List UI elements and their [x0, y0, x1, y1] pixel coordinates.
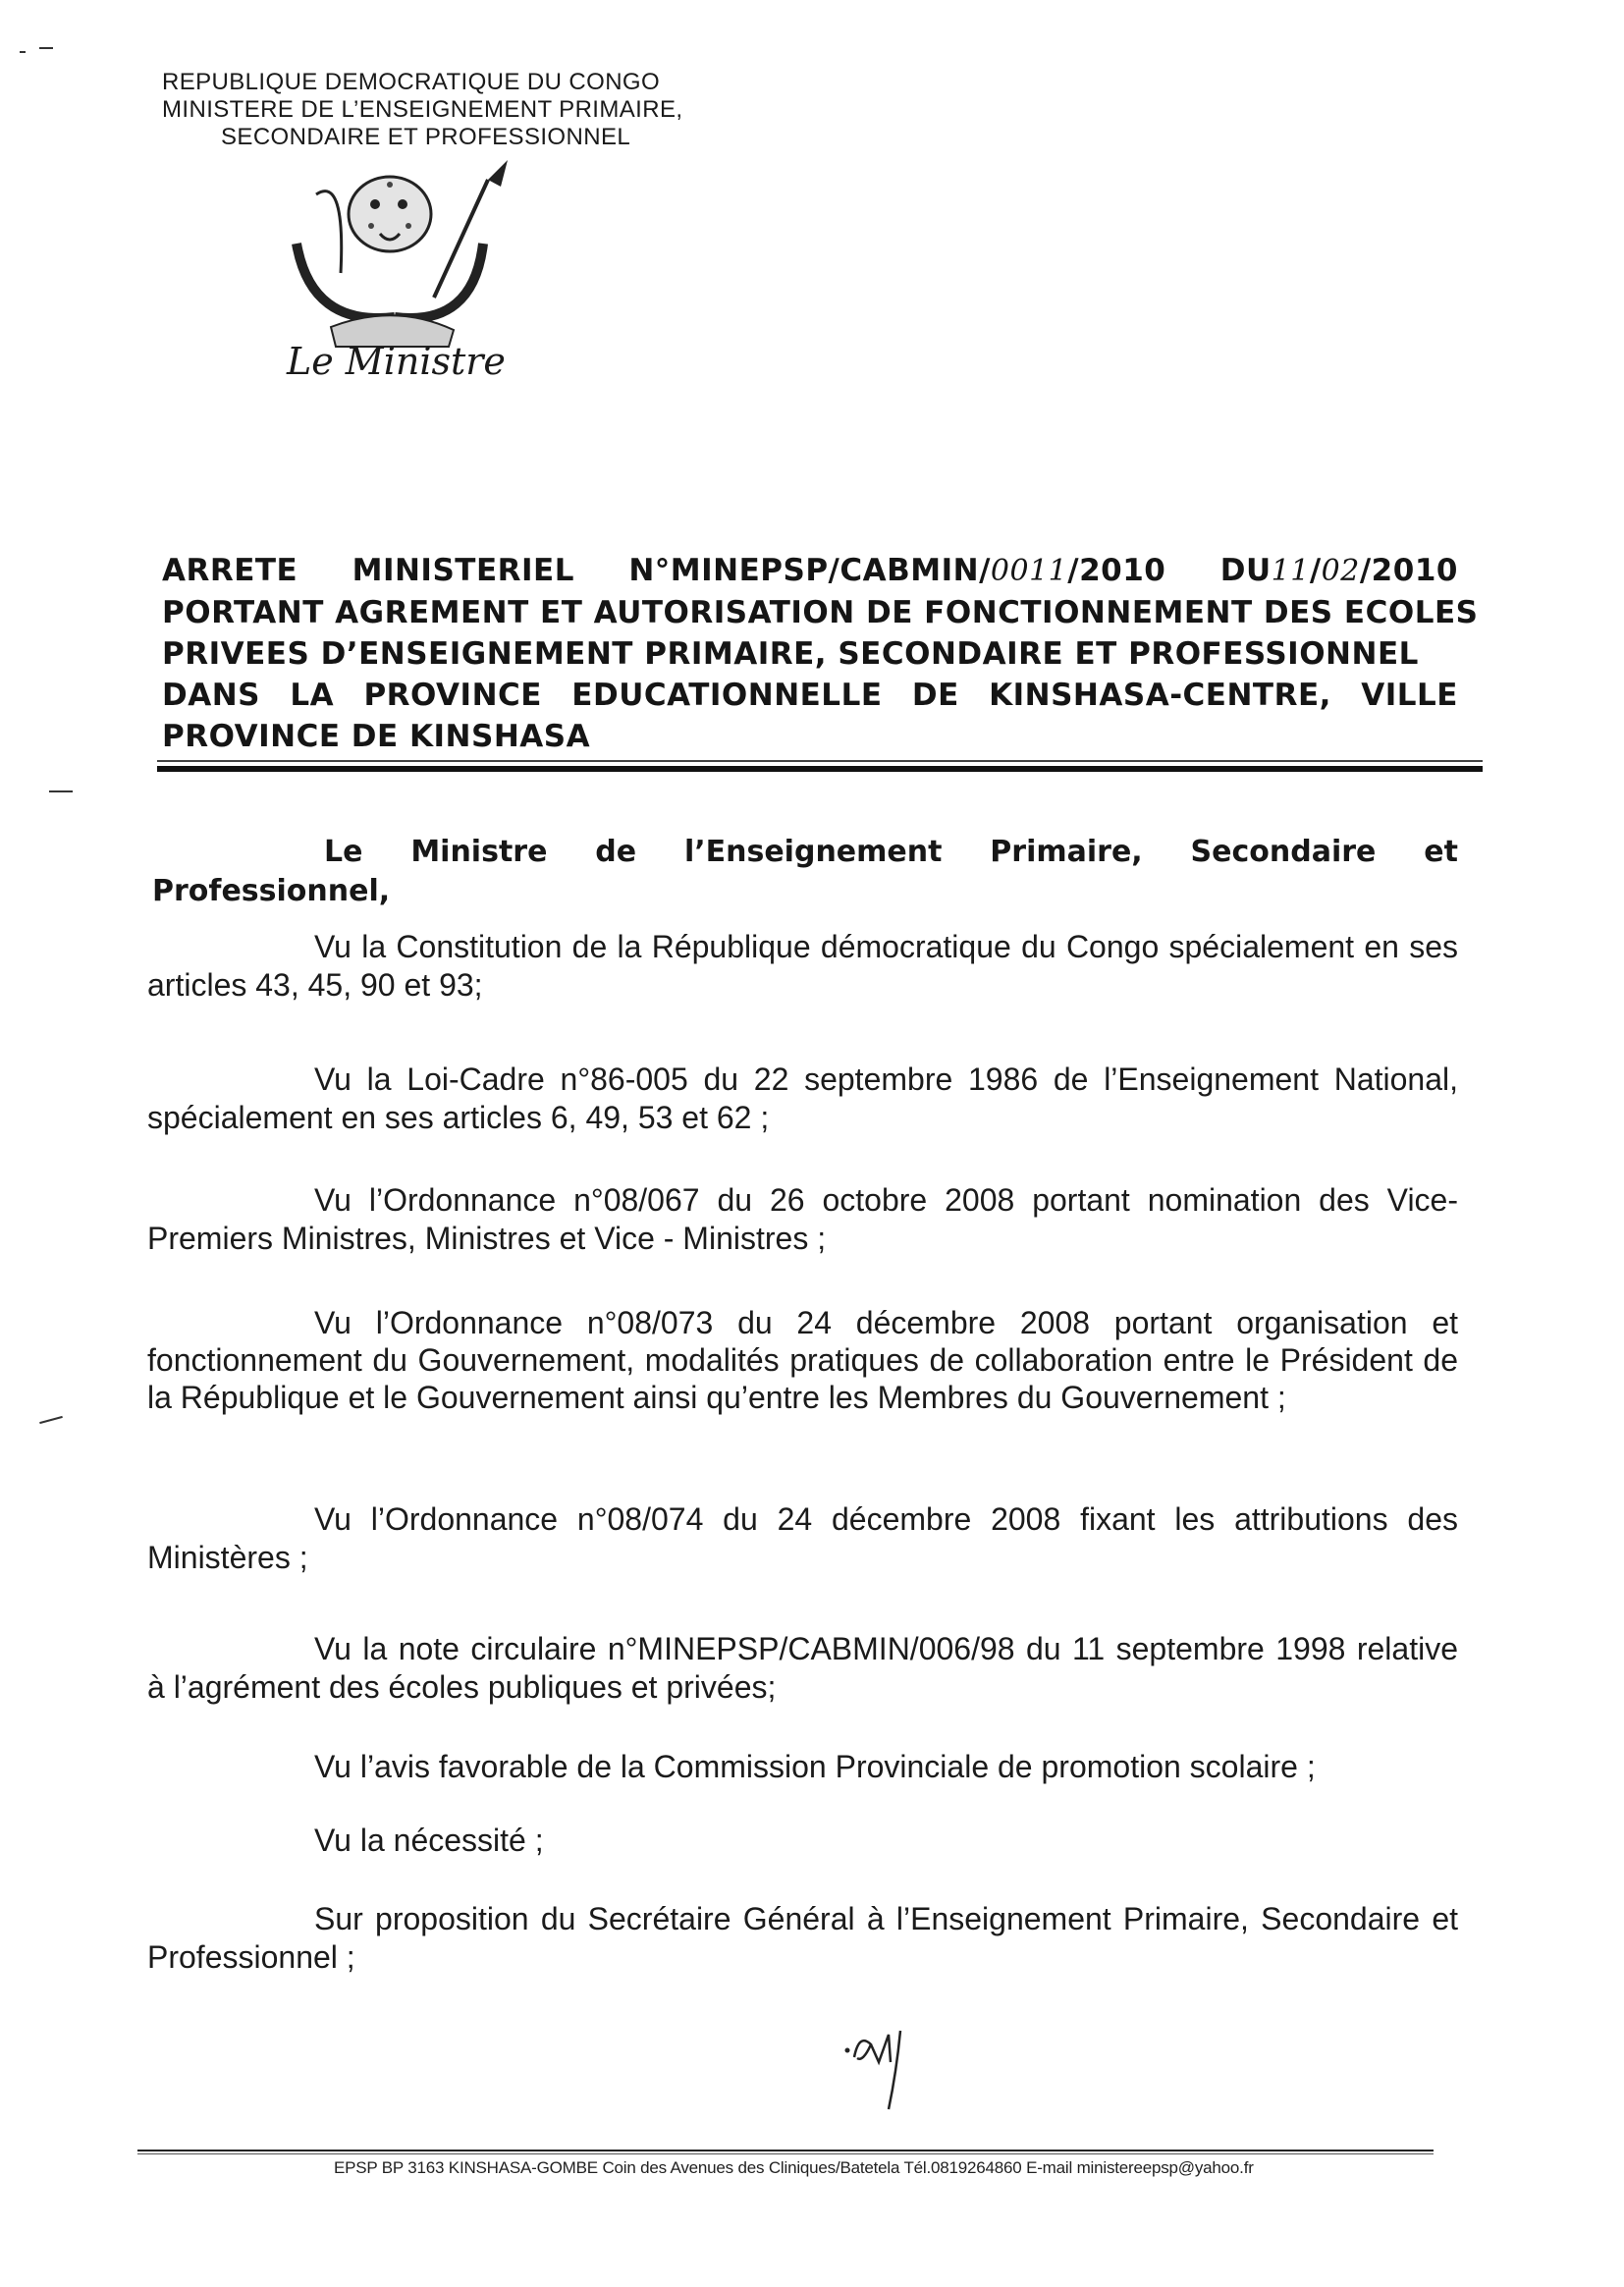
decree-date: DU11/02/2010	[1220, 550, 1458, 592]
recital-ordonnance-073: Vu l’Ordonnance n°08/073 du 24 décembre 2008 portant organisation et fonctionnement du Gouvernement, modalités pratiques de collaboration entre le Président de la République et le Gouvernement ainsi qu’entre les Membres du Gouvernement ;	[147, 1305, 1458, 1415]
recital-note-circulaire: Vu la note circulaire n°MINEPSP/CABMIN/006/98 du 11 septembre 1998 relative à l’agrément des écoles publiques et privées;	[147, 1631, 1458, 1705]
footer-divider	[137, 2150, 1434, 2151]
signature-title: Le Ministre	[287, 340, 506, 383]
decree-reference: N°MINEPSP/CABMIN/0011/2010	[628, 550, 1165, 592]
recital-ordonnance-067: Vu l’Ordonnance n°08/067 du 26 octobre 2008 portant nomination des Vice-Premiers Ministres, Ministres et Vice - Ministres ;	[147, 1182, 1458, 1256]
recital-loi-cadre: Vu la Loi-Cadre n°86-005 du 22 septembre 1986 de l’Enseignement National, spécialement en ses articles 6, 49, 53 et 62 ;	[147, 1062, 1458, 1135]
recital-proposition: Sur proposition du Secrétaire Général à l’Enseignement Primaire, Secondaire et Professionnel ;	[147, 1901, 1458, 1975]
title-word-arrete: ARRETE	[162, 553, 298, 588]
scan-mark	[20, 51, 26, 53]
title-line-2: PORTANT AGREMENT ET AUTORISATION DE FONCTIONNEMENT DES ECOLES	[162, 595, 1479, 630]
title-word-ministeriel: MINISTERIEL	[352, 553, 574, 588]
header-ministry: MINISTERE DE L’ENSEIGNEMENT PRIMAIRE,	[162, 96, 683, 123]
recital-ordonnance-074: Vu l’Ordonnance n°08/074 du 24 décembre 2008 fixant les attributions des Ministères ;	[147, 1501, 1458, 1575]
recital-necessite: Vu la nécessité ;	[314, 1823, 544, 1858]
title-line-5: PROVINCE DE KINSHASA	[162, 719, 591, 754]
header-ministry-cont: SECONDAIRE ET PROFESSIONNEL	[221, 124, 631, 150]
scan-mark	[39, 47, 53, 49]
title-line-1	[162, 550, 1458, 592]
title-divider-thin	[157, 760, 1483, 762]
minister-heading: Le Ministre de l’Enseignement Primaire, Secondaire et Professionnel,	[152, 835, 1458, 908]
coat-of-arms-icon	[277, 155, 542, 356]
decree-title	[162, 550, 1479, 757]
footer-contact: EPSP BP 3163 KINSHASA-GOMBE Coin des Avenues des Cliniques/Batetela Tél.0819264860 E-mail ministereepsp@yahoo.fr	[334, 2158, 1254, 2177]
recital-constitution: Vu la Constitution de la République démocratique du Congo spécialement en ses articles 43, 45, 90 et 93;	[147, 929, 1458, 1003]
scan-mark	[49, 790, 73, 792]
footer-divider-thin	[137, 2153, 1434, 2154]
handwritten-initials	[839, 2023, 928, 2116]
title-divider	[157, 766, 1483, 772]
scan-mark	[39, 1416, 63, 1424]
title-line-3: PRIVEES D’ENSEIGNEMENT PRIMAIRE, SECONDAIRE ET PROFESSIONNEL	[162, 636, 1419, 672]
handwritten-number: 0011	[990, 554, 1068, 588]
handwritten-day: 11	[1271, 554, 1310, 588]
header-country: REPUBLIQUE DEMOCRATIQUE DU CONGO	[162, 69, 661, 95]
recital-avis: Vu l’avis favorable de la Commission Provinciale de promotion scolaire ;	[314, 1749, 1316, 1784]
title-line-4: DANS LA PROVINCE EDUCATIONNELLE DE KINSHASA-CENTRE, VILLE	[162, 678, 1458, 713]
handwritten-month: 02	[1321, 554, 1360, 588]
